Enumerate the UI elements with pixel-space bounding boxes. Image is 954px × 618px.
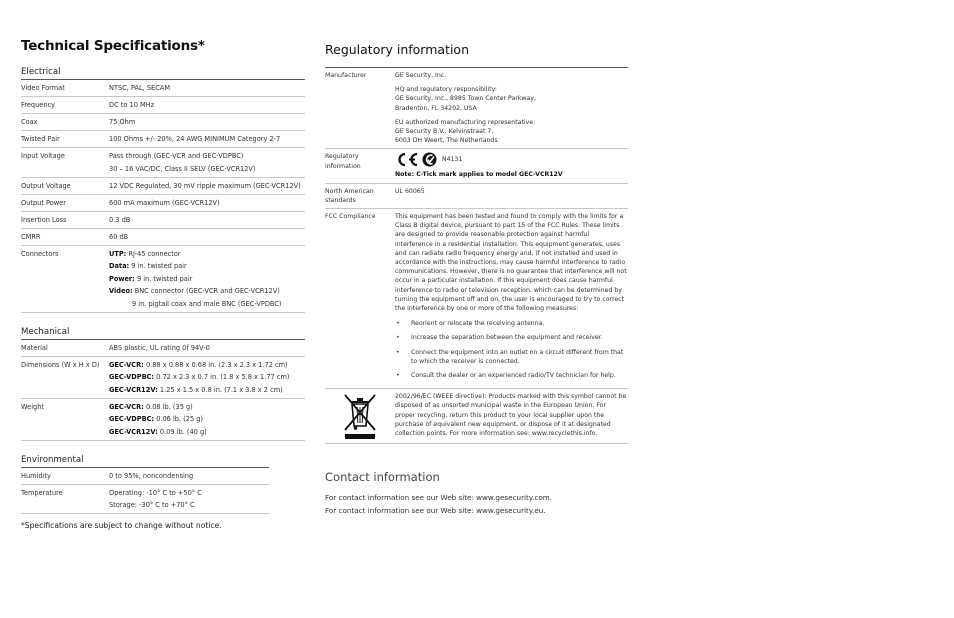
value-line: 9 in. pigtail coax and male BNC (GEC-VPDBC) (132, 299, 282, 308)
table-row (325, 68, 628, 149)
contact-line: For contact information see our Web site: www.gesecurity.eu. (325, 506, 546, 516)
row-label: Material (21, 343, 48, 352)
value-label: UTP: (109, 249, 127, 258)
row-value (395, 212, 628, 385)
table-row (21, 80, 305, 97)
value-text: 0.09 lb. (40 g) (159, 427, 207, 436)
row-label: Dimensions (W x H x D) (21, 360, 100, 369)
row-label (325, 187, 395, 205)
value-text: 1.25 x 1.5 x 0.8 in. (7.1 x 3.8 x 2 cm) (159, 385, 283, 394)
value-text: BNC connector (GEC-VCR and GEC-VCR12V) (134, 287, 280, 295)
table-row (21, 114, 305, 131)
value-line: EU authorized manufacturing representative: (395, 118, 536, 126)
table-row (21, 340, 305, 357)
row-label: Video Format (21, 84, 65, 92)
technical-specifications (21, 38, 305, 530)
row-label: Insertion Loss (21, 215, 67, 224)
row-label: CMRR (21, 232, 41, 241)
value-line: GE Security B.V., Kelvinstraat 7, (395, 128, 494, 136)
value-text: 0.88 x 0.88 x 0.68 in. (2.3 x 2.3 x 1.72 cm) (145, 360, 288, 369)
row-value: 100 Ohms +/- 20%, 24 AWG MINIMUM Category 2-7 (109, 135, 281, 143)
table-row (325, 149, 628, 183)
regulatory-information (325, 42, 628, 519)
value-label: GEC-VDPBC: (109, 415, 155, 423)
table-row (21, 195, 305, 212)
list-item: • Connect the equipment into an outlet on a circuit different from that to which the receiver is connected. (395, 348, 628, 366)
table-row (21, 212, 305, 229)
value-label: Video: (109, 287, 133, 295)
table-row (21, 148, 305, 178)
row-value: DC to 10 MHz (109, 101, 155, 109)
value-label: GEC-VCR12V: (109, 427, 158, 436)
table-row (21, 229, 305, 246)
row-label: Humidity (21, 471, 51, 480)
list-item: • Reorient or relocate the receiving antenna. (395, 319, 628, 328)
row-label: Input Voltage (21, 152, 65, 160)
row-value: 75 Ohm (109, 118, 136, 126)
row-value (395, 152, 628, 179)
certification-marks (395, 152, 628, 167)
row-value: 12 VDC Regulated, 30 mV ripple maximum (GEC-VCR12V) (109, 181, 301, 190)
section-environmental-heading: Environmental (21, 455, 269, 468)
table-row (21, 485, 269, 515)
c-tick-note: Note: C-Tick mark applies to model GEC-VCR12V (395, 171, 563, 179)
crossed-out-bin-icon (342, 392, 378, 440)
table-row (21, 246, 305, 313)
table-row (325, 209, 628, 389)
row-value: 600 mA maximum (GEC-VCR12V) (109, 198, 220, 207)
table-row (21, 97, 305, 114)
row-label: Output Power (21, 198, 66, 207)
section-electrical-heading: Electrical (21, 67, 305, 80)
c-tick-number: N4131 (442, 156, 463, 164)
row-value: NTSC, PAL, SECAM (109, 84, 171, 92)
row-label (325, 152, 395, 179)
row-label: Manufacturer (325, 72, 367, 79)
value-line: HQ and regulatory responsibility: (395, 86, 497, 94)
row-label: Twisted Pair (21, 135, 60, 143)
ce-mark-icon (395, 152, 419, 167)
value-text: 9 in. twisted pair (131, 262, 187, 270)
row-value: 2002/96/EC (WEEE directive): Products marked with this symbol cannot be disposed of as unsorted municipal waste in the European Union. For proper recycling, return this product to your local supplier upon the purchase of equivalent new equipment, or dispose of it at designated collection points. For more information see: www.recyclethis.info. (395, 393, 627, 438)
row-value: 60 dB (109, 232, 129, 241)
value-label: GEC-VCR: (109, 360, 144, 369)
value-label: Power: (109, 274, 135, 283)
table-row (325, 184, 628, 209)
value-label: GEC-VDPBC: (109, 373, 155, 381)
row-value: 0.3 dB (109, 215, 131, 224)
section-mechanical-heading: Mechanical (21, 327, 305, 340)
row-label: Temperature (21, 488, 63, 497)
value-line: Storage: -30° C to +70° C (109, 501, 195, 509)
label-line: information (325, 162, 361, 170)
row-value (395, 71, 628, 145)
value-text: 0.06 lb. (25 g) (156, 415, 203, 423)
row-value: 0 to 95%, noncondensing (109, 471, 194, 480)
regulatory-title: Regulatory information (325, 42, 470, 57)
table-row (21, 178, 305, 195)
list-item: • Consult the dealer or an experienced radio/TV technician for help. (395, 371, 628, 380)
footnote: *Specifications are subject to change without notice. (21, 521, 222, 530)
contact-information (325, 470, 628, 516)
row-value (109, 249, 305, 309)
row-label: Output Voltage (21, 181, 71, 190)
page-title: Technical Specifications* (21, 38, 205, 54)
environmental-table (21, 468, 269, 515)
row-value: UL 60065 (395, 187, 425, 195)
value-paragraph (395, 85, 628, 113)
value-paragraph (395, 118, 628, 146)
contact-line: For contact information see our Web site: www.gesecurity.com. (325, 493, 553, 503)
value-label: Data: (109, 262, 130, 270)
row-value (109, 488, 269, 511)
weee-symbol (325, 392, 395, 440)
row-value (109, 360, 305, 395)
value-line: Bradenton, FL 34202, USA (395, 104, 477, 112)
value-label: GEC-VCR12V: (109, 385, 158, 394)
value-text: 9 in. twisted pair (136, 274, 193, 283)
electrical-table (21, 80, 305, 313)
c-tick-icon (422, 152, 437, 167)
table-row (21, 131, 305, 148)
row-label: Coax (21, 118, 38, 126)
value-text: 0.72 x 2.3 x 0.7 in. (1.8 x 5.8 x 1.77 cm) (156, 373, 290, 381)
row-value (109, 402, 305, 437)
value-line: Pass through (GEC-VCR and GEC-VDPBC) (109, 152, 244, 160)
value-text: RJ-45 connector (128, 249, 181, 258)
row-label: FCC Compliance (325, 213, 376, 221)
label-line: North American (325, 187, 374, 195)
fcc-measures-list (395, 319, 628, 380)
row-value: ABS plastic, UL rating 0f 94V-0 (109, 343, 210, 352)
row-label: Connectors (21, 249, 59, 258)
table-row (21, 399, 305, 441)
row-label: Weight (21, 402, 44, 411)
contact-title: Contact information (325, 470, 440, 485)
table-row (21, 468, 269, 485)
label-line: standards (325, 196, 356, 204)
table-row (325, 389, 628, 444)
value-label: GEC-VCR: (109, 402, 144, 411)
mechanical-table (21, 340, 305, 441)
fcc-paragraph: This equipment has been tested and found to comply with the limits for a Class B digital device, pursuant to part 15 of the FCC Rules. These limits are designed to provide reasonable protection against harmful interference in a residential installation. This equipment generates, uses and can radiate radio frequency energy and, if not installed and used in accordance with the instructions, may cause harmful interference to radio communications. However, there is no guarantee that interference will not occur in a particular installation. If this equipment does cause harmful interference to radio or television reception, which can be determined by turning the equipment off and on, the user is encouraged to try to correct the interference by one or more of the following measures: (395, 213, 627, 313)
label-line: Regulatory (325, 153, 359, 161)
row-value (109, 151, 305, 174)
value-line: GE Security, Inc. (395, 72, 447, 79)
list-item: • Increase the separation between the equipment and receiver. (395, 333, 628, 342)
value-line: Operating: -10° C to +50° C (109, 488, 202, 497)
value-line: 6003 DH Weert, The Netherlands (395, 137, 498, 145)
row-label: Frequency (21, 101, 56, 109)
value-line: GE Security, Inc., 8985 Town Center Parkway, (395, 95, 536, 103)
value-line: 30 – 16 VAC/DC, Class II SELV (GEC-VCR12V) (109, 164, 256, 173)
value-text: 0.08 lb. (35 g) (145, 402, 193, 411)
table-row (21, 357, 305, 399)
